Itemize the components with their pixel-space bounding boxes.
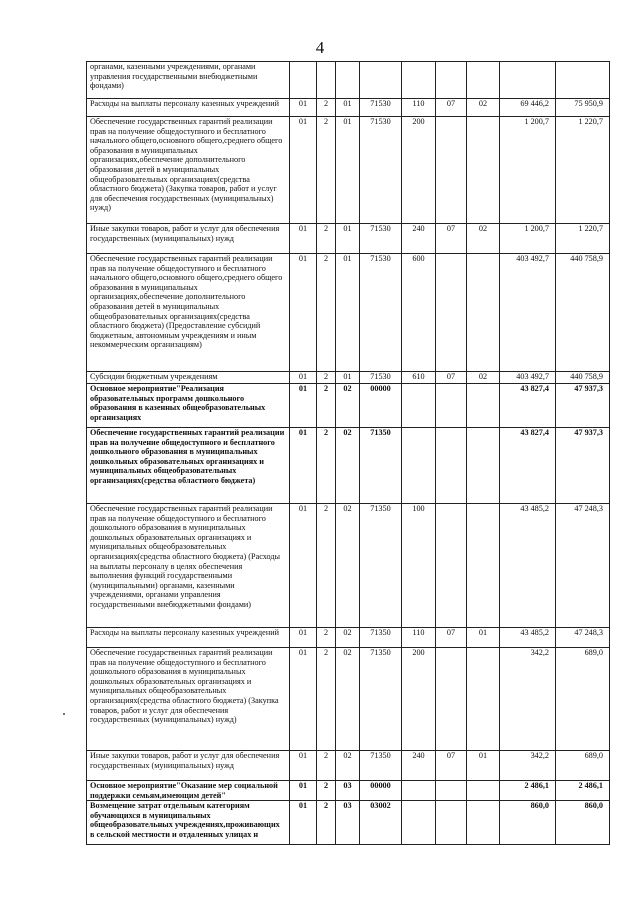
amount-year-2: 689,0 (556, 751, 610, 781)
code-col-7 (467, 648, 500, 751)
amount-year-1: 342,2 (500, 751, 556, 781)
row-description: Обеспечение государственных гарантий реализации прав на получение общедоступного и бесплатного начального общего,основного общего,среднего общего образования в муниципальных организациях,обеспечение дополнительного образования детей в муниципальных общеобразовательных организациях(средства областного бюджета) (Закупка товаров, работ и услуг для обеспечения государственных (муниципальных) нужд) (87, 117, 290, 224)
amount-year-1: 860,0 (500, 801, 556, 845)
amount-year-2: 47 248,3 (556, 504, 610, 628)
code-col-7 (467, 384, 500, 428)
amount-year-1: 43 827,4 (500, 428, 556, 504)
code-col-7 (467, 117, 500, 224)
code-col-3: 01 (336, 224, 360, 254)
table-row (87, 504, 610, 628)
code-col-3: 03 (336, 801, 360, 845)
code-col-2: 2 (317, 372, 336, 384)
code-col-3: 01 (336, 254, 360, 372)
code-col-5 (402, 62, 436, 99)
code-col-2: 2 (317, 224, 336, 254)
code-col-3 (336, 62, 360, 99)
amount-year-2: 689,0 (556, 648, 610, 751)
amount-year-1: 1 200,7 (500, 117, 556, 224)
amount-year-1: 2 486,1 (500, 781, 556, 801)
amount-year-2: 2 486,1 (556, 781, 610, 801)
code-col-4: 71350 (360, 751, 402, 781)
code-col-7 (467, 428, 500, 504)
row-description: Обеспечение государственных гарантий реализации прав на получение общедоступного и бесплатного дошкольного образования в муниципальных дошкольных образовательных организациях и муниципальных общеобразовательных организациях(средства областного бюджета) (Закупка товаров, работ и услуг для обеспечения государственных (муниципальных) нужд) (87, 648, 290, 751)
code-col-1: 01 (290, 254, 317, 372)
code-col-5 (402, 384, 436, 428)
amount-year-1: 43 485,2 (500, 504, 556, 628)
amount-year-2: 860,0 (556, 801, 610, 845)
table-row (87, 117, 610, 224)
code-col-4: 71350 (360, 504, 402, 628)
row-description: органами, казенными учреждениями, органами управления государственными внебюджетными фондами) (87, 62, 290, 99)
code-col-6 (436, 428, 467, 504)
code-col-5: 110 (402, 628, 436, 648)
code-col-1: 01 (290, 428, 317, 504)
code-col-1: 01 (290, 384, 317, 428)
code-col-4: 71350 (360, 648, 402, 751)
code-col-2: 2 (317, 781, 336, 801)
code-col-4: 71350 (360, 628, 402, 648)
row-description: Расходы на выплаты персоналу казенных учреждений (87, 99, 290, 117)
table-row (87, 254, 610, 372)
code-col-1: 01 (290, 117, 317, 224)
table-row (87, 801, 610, 845)
code-col-6 (436, 384, 467, 428)
amount-year-1: 69 446,2 (500, 99, 556, 117)
table-row (87, 62, 610, 99)
code-col-3: 01 (336, 372, 360, 384)
code-col-3: 01 (336, 117, 360, 224)
code-col-2: 2 (317, 801, 336, 845)
code-col-1: 01 (290, 504, 317, 628)
code-col-6: 07 (436, 224, 467, 254)
amount-year-1: 342,2 (500, 648, 556, 751)
row-description: Обеспечение государственных гарантий реализации прав на получение общедоступного и бесплатного начального общего,основного общего,среднего общего образования в муниципальных организациях,обеспечение дополнительного образования детей в муниципальных общеобразовательных организациях(средства областного бюджета) (Предоставление субсидий бюджетным, автономным учреждениям и иным некоммерческим организациям) (87, 254, 290, 372)
code-col-5 (402, 428, 436, 504)
code-col-1: 01 (290, 628, 317, 648)
code-col-3: 02 (336, 504, 360, 628)
code-col-1: 01 (290, 224, 317, 254)
code-col-6: 07 (436, 372, 467, 384)
code-col-4 (360, 62, 402, 99)
code-col-2: 2 (317, 751, 336, 781)
code-col-6 (436, 504, 467, 628)
code-col-6 (436, 62, 467, 99)
code-col-6 (436, 801, 467, 845)
page-number: 4 (315, 38, 325, 57)
code-col-1: 01 (290, 372, 317, 384)
row-description: Расходы на выплаты персоналу казенных учреждений (87, 628, 290, 648)
code-col-7: 01 (467, 751, 500, 781)
code-col-7: 02 (467, 99, 500, 117)
amount-year-2: 440 758,9 (556, 372, 610, 384)
code-col-2 (317, 62, 336, 99)
amount-year-1 (500, 62, 556, 99)
code-col-5: 610 (402, 372, 436, 384)
code-col-3: 03 (336, 781, 360, 801)
row-description: Основное мероприятие"Реализация образовательных программ дошкольного образования в казенных общеобразовательных организациях (87, 384, 290, 428)
row-description: Основное мероприятие"Оказание мер социальной поддержки семьям,имеющим детей" (87, 781, 290, 801)
row-description: Возмещение затрат отдельным категориям обучающихся в муниципальных общеобразовательных учреждениях,проживающих в сельской местности и отдаленных улицах н (87, 801, 290, 845)
code-col-2: 2 (317, 384, 336, 428)
code-col-6 (436, 117, 467, 224)
table-row (87, 372, 610, 384)
code-col-4: 71530 (360, 372, 402, 384)
code-col-5: 240 (402, 224, 436, 254)
code-col-4: 71530 (360, 254, 402, 372)
amount-year-2: 47 248,3 (556, 628, 610, 648)
code-col-2: 2 (317, 648, 336, 751)
table-row (87, 648, 610, 751)
code-col-3: 02 (336, 384, 360, 428)
code-col-4: 03002 (360, 801, 402, 845)
code-col-2: 2 (317, 504, 336, 628)
table-row (87, 628, 610, 648)
code-col-6: 07 (436, 628, 467, 648)
table-row (87, 751, 610, 781)
row-description: Иные закупки товаров, работ и услуг для обеспечения государственных (муниципальных) нужд (87, 751, 290, 781)
code-col-2: 2 (317, 99, 336, 117)
code-col-6: 07 (436, 751, 467, 781)
amount-year-2: 47 937,3 (556, 428, 610, 504)
table-row (87, 384, 610, 428)
code-col-7 (467, 254, 500, 372)
code-col-3: 02 (336, 648, 360, 751)
code-col-1: 01 (290, 99, 317, 117)
code-col-2: 2 (317, 428, 336, 504)
code-col-6 (436, 648, 467, 751)
table-row (87, 99, 610, 117)
code-col-6: 07 (436, 99, 467, 117)
amount-year-1: 1 200,7 (500, 224, 556, 254)
code-col-7 (467, 781, 500, 801)
code-col-2: 2 (317, 117, 336, 224)
code-col-5: 200 (402, 648, 436, 751)
amount-year-1: 403 492,7 (500, 372, 556, 384)
code-col-1: 01 (290, 751, 317, 781)
code-col-7 (467, 504, 500, 628)
row-description: Обеспечение государственных гарантий реализации прав на получение общедоступного и бесплатного дошкольного образования в муниципальных дошкольных образовательных организациях и муниципальных общеобразовательных организациях(средства областного бюджета) (Расходы на выплаты персоналу в целях обеспечения выполнения функций государственными (муниципальными) органами, казенными учреждениями, органами управления государственными внебюджетными фондами) (87, 504, 290, 628)
code-col-3: 02 (336, 428, 360, 504)
code-col-5: 100 (402, 504, 436, 628)
code-col-7: 02 (467, 224, 500, 254)
amount-year-2: 75 950,9 (556, 99, 610, 117)
code-col-2: 2 (317, 628, 336, 648)
amount-year-1: 403 492,7 (500, 254, 556, 372)
amount-year-2 (556, 62, 610, 99)
code-col-4: 71530 (360, 117, 402, 224)
code-col-5: 200 (402, 117, 436, 224)
table-row (87, 224, 610, 254)
code-col-1: 01 (290, 781, 317, 801)
code-col-5: 240 (402, 751, 436, 781)
code-col-5 (402, 781, 436, 801)
code-col-1 (290, 62, 317, 99)
code-col-7: 02 (467, 372, 500, 384)
amount-year-1: 43 827,4 (500, 384, 556, 428)
table-row (87, 428, 610, 504)
amount-year-2: 440 758,9 (556, 254, 610, 372)
scan-speck (63, 713, 65, 715)
code-col-3: 02 (336, 628, 360, 648)
row-description: Обеспечение государственных гарантий реализации прав на получение общедоступного и бесплатного дошкольного образования в муниципальных дошкольных образовательных организациях и муниципальных общеобразовательных организациях(средства областного бюджета) (87, 428, 290, 504)
amount-year-2: 1 220,7 (556, 117, 610, 224)
amount-year-1: 43 485,2 (500, 628, 556, 648)
table-row (87, 781, 610, 801)
code-col-6 (436, 254, 467, 372)
code-col-5 (402, 801, 436, 845)
code-col-1: 01 (290, 648, 317, 751)
code-col-5: 600 (402, 254, 436, 372)
code-col-7 (467, 801, 500, 845)
code-col-4: 00000 (360, 384, 402, 428)
code-col-3: 02 (336, 751, 360, 781)
code-col-5: 110 (402, 99, 436, 117)
code-col-4: 71530 (360, 99, 402, 117)
amount-year-2: 47 937,3 (556, 384, 610, 428)
row-description: Иные закупки товаров, работ и услуг для обеспечения государственных (муниципальных) нужд (87, 224, 290, 254)
amount-year-2: 1 220,7 (556, 224, 610, 254)
code-col-7: 01 (467, 628, 500, 648)
code-col-6 (436, 781, 467, 801)
code-col-4: 71530 (360, 224, 402, 254)
code-col-4: 71350 (360, 428, 402, 504)
row-description: Субсидии бюджетным учреждениям (87, 372, 290, 384)
code-col-3: 01 (336, 99, 360, 117)
code-col-7 (467, 62, 500, 99)
code-col-4: 00000 (360, 781, 402, 801)
code-col-2: 2 (317, 254, 336, 372)
budget-table (86, 61, 610, 845)
code-col-1: 01 (290, 801, 317, 845)
